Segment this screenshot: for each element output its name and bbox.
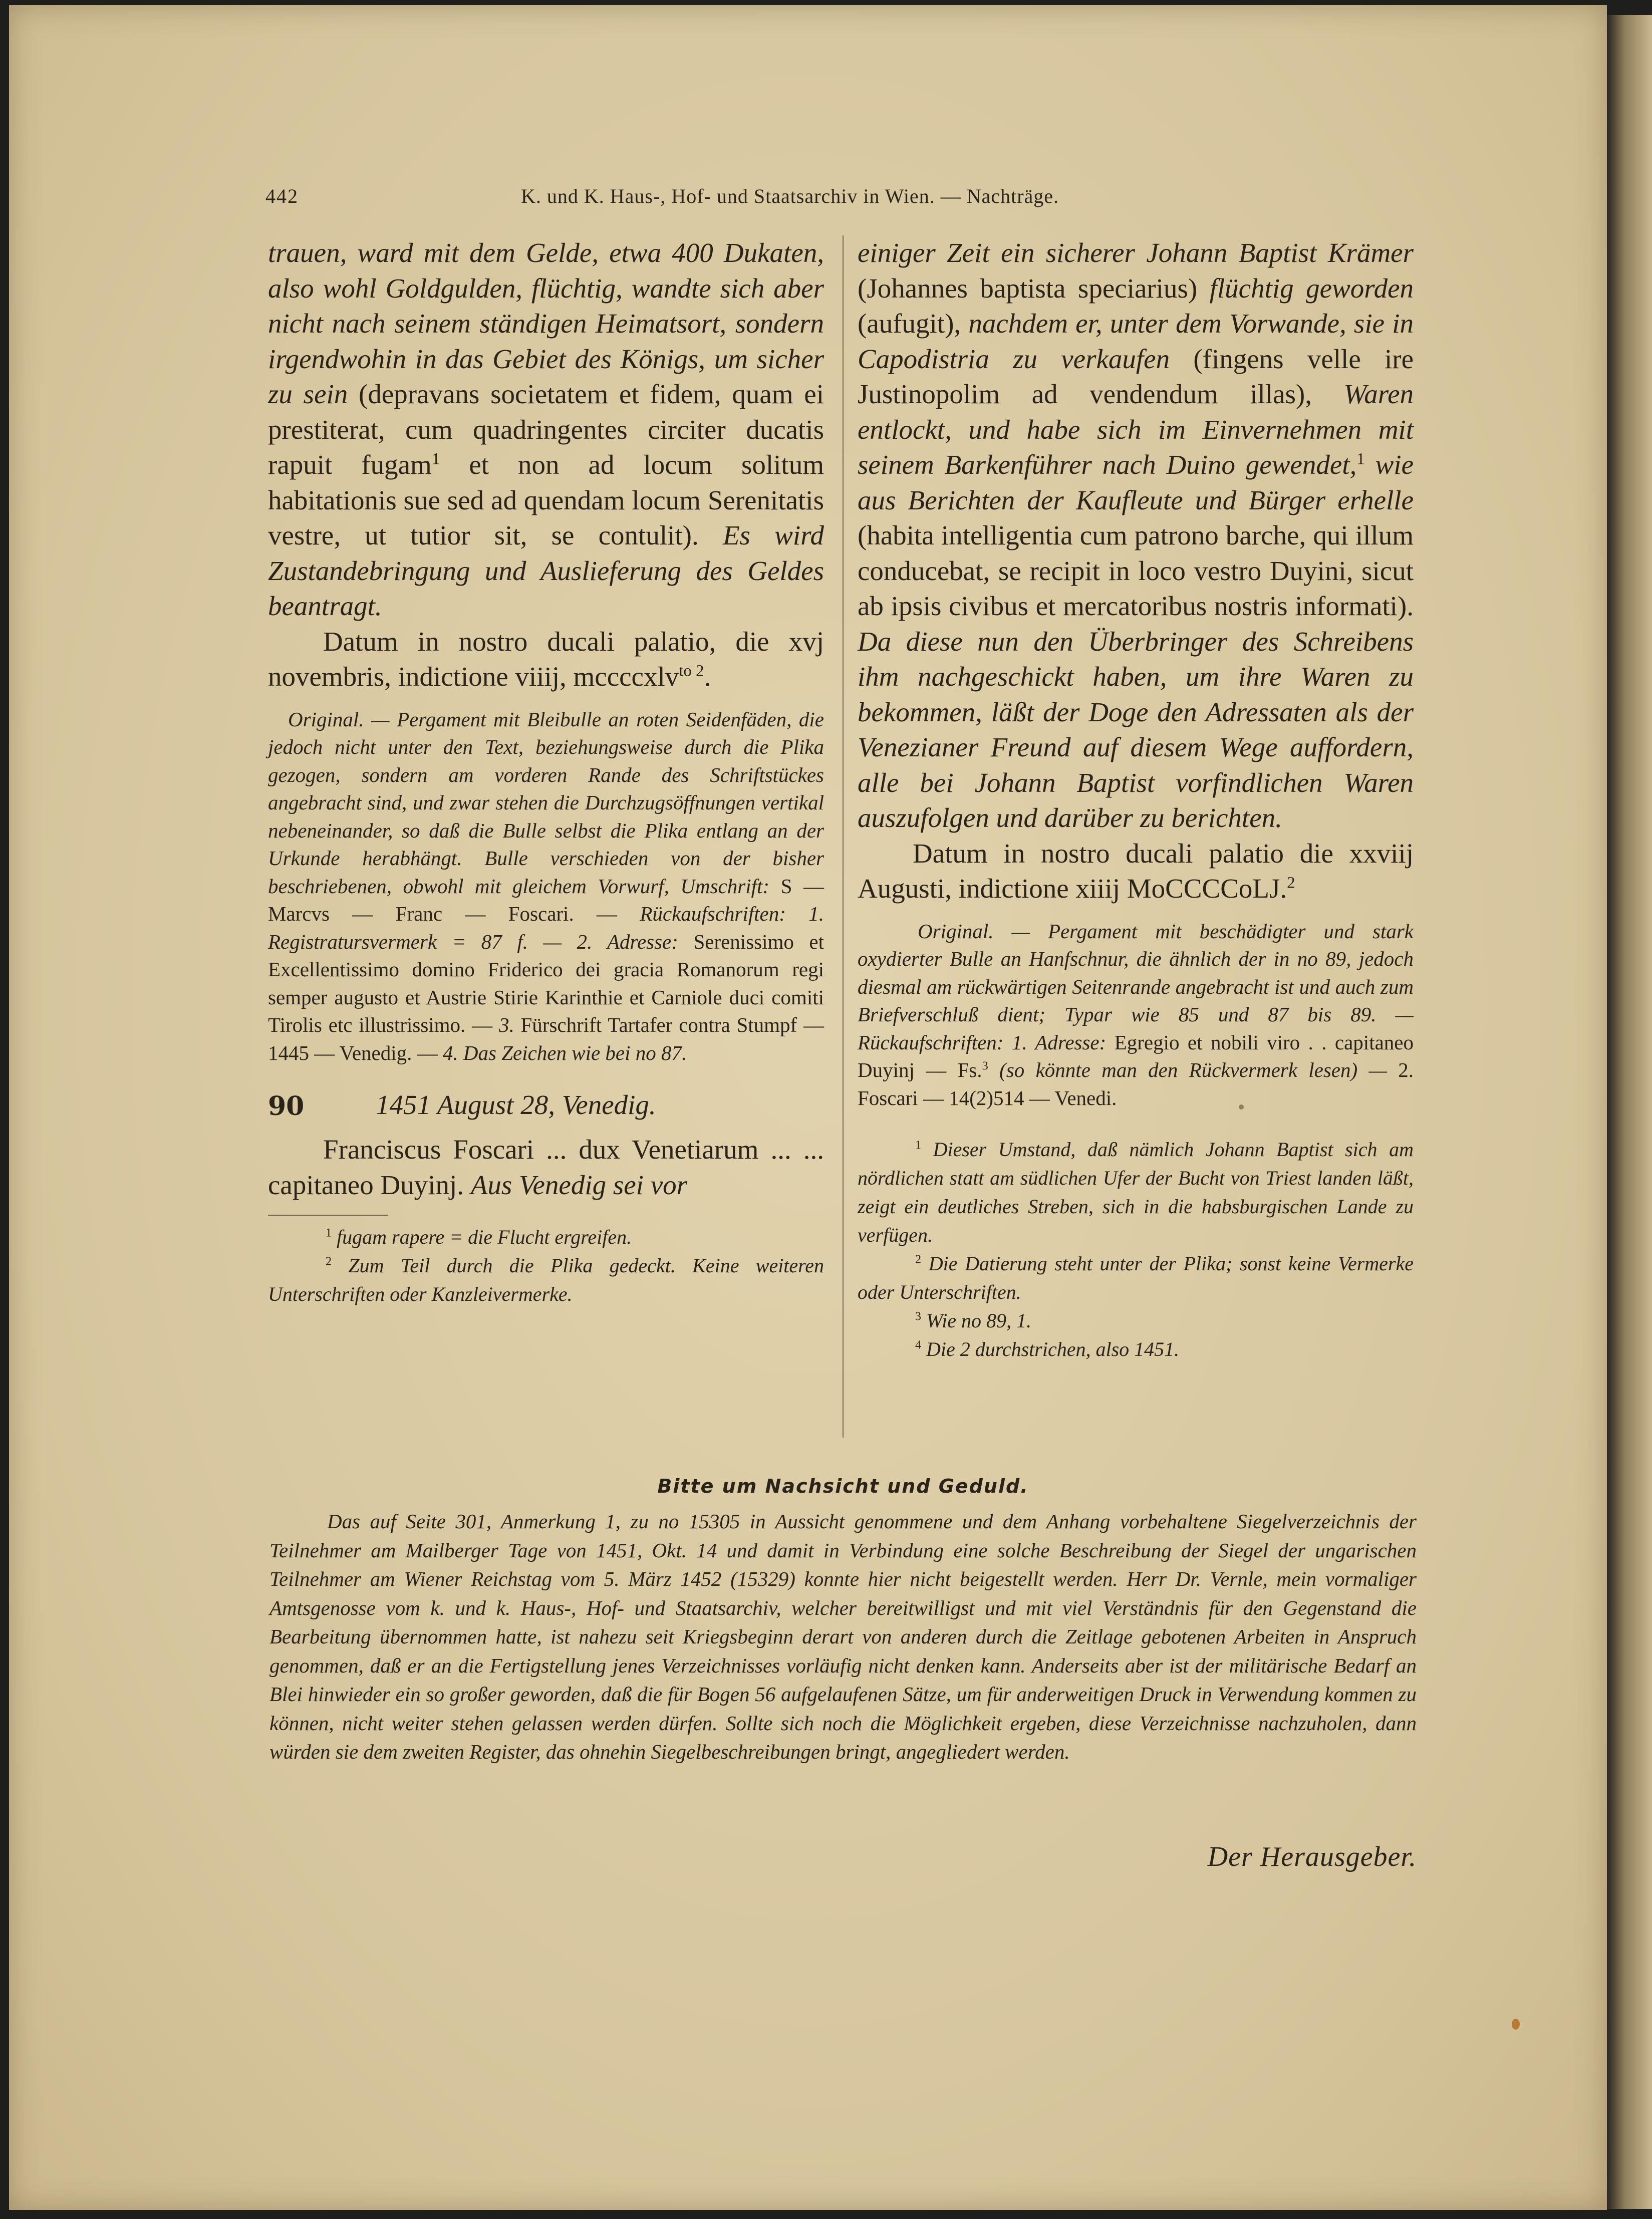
notice-section	[269, 1475, 1417, 1872]
doc-heading	[268, 1087, 824, 1132]
left-p1-italic-2: Es wird Zustandebringung und Auslieferung des Geldes beantragt.	[268, 520, 824, 621]
left-datum-end: .	[704, 661, 711, 692]
fn-text: Die Datierung steht unter der Plika; sonst keine Vermerke oder Unterschriften.	[858, 1252, 1414, 1303]
left-orig-it2: Rückaufschriften: 1. Registratursvermerk = 87 f. — 2. Adresse:	[268, 902, 824, 953]
fn-text: fugam rapere = die Flucht ergreifen.	[337, 1226, 632, 1248]
document-number: 90	[268, 1091, 305, 1122]
footnote-ref-1: 1	[1356, 450, 1365, 468]
doc90-italic: Aus Venedig sei vor	[470, 1169, 688, 1200]
fn-num: 1	[915, 1139, 921, 1152]
left-orig-it4: 4. Das Zeichen wie bei no 87.	[442, 1041, 687, 1064]
page-header	[265, 184, 1428, 214]
right-paragraph-1	[858, 235, 1414, 836]
right-p1-r1: (Johannes baptista speciarius)	[858, 272, 1210, 304]
left-orig-r1: S — Marcvs — Franc — Foscari. —	[268, 874, 824, 925]
fn-text: Zum Teil durch die Plika gedeckt. Keine weiteren Unterschriften oder Kanzleivermerke.	[268, 1254, 824, 1305]
right-p1-it5: wie aus Berichten der Kaufleute und Bürger erhelle	[858, 449, 1414, 515]
right-datum-text: Datum in nostro ducali palatio die xxviij Augusti, indictione xiiij MoCCCCoLJ.	[858, 838, 1414, 904]
fn-num: 2	[326, 1255, 332, 1268]
notice-body: Das auf Seite 301, Anmerkung 1, zu no 15305 in Aussicht genommene und dem Anhang vorbehaltene Siegelverzeichnis der Teilnehmer am Mailberger Tage von 1451, Okt. 14 und damit in Verbindung eine solche Beschreibung der Siegel der ungarischen Teilnehmer am Wiener Reichstag vom 5. März 1452 (15329) konnte hier nicht beigestellt werden. Herr Dr. Vernle, mein vormaliger Amtsgenosse vom k. und k. Haus-, Hof- und Staatsarchiv, welcher bereitwilligst und mit viel Verständnis für den Gegenstand die Bearbeitung übernommen hatte, ist nahezu seit Kriegsbeginn derart von anderen durch die Zeitlage gebotenen Arbeiten in Anspruch genommen, daß er an die Fertigstellung jenes Verzeichnisses vorläufig nicht denken kann. Anderseits aber ist der militärische Bedarf an Blei hinwieder ein so großer geworden, daß die für Bogen 56 aufgelaufenen Sätze, um für anderweitigen Druck in Verwendung kommen zu können, nicht weiter stehen gelassen werden dürfen. Sollte sich noch die Möglichkeit ergeben, diese Verzeichnisse nachzuholen, dann würden sie dem zweiten Register, das ohnehin Siegelbeschreibungen bringt, angegliedert werden.	[269, 1510, 1417, 1763]
fn-num: 1	[326, 1226, 332, 1240]
left-orig-r3: Fürschrift Tartafer contra Stumpf — 1445 — Venedig. —	[268, 1013, 824, 1064]
left-footnote-1	[268, 1223, 824, 1251]
left-orig-it1: Original. — Pergament mit Bleibulle an roten Seidenfäden, die jedoch nicht unter den Text, beziehungsweise durch die Plika gezogen, sondern am vorderen Rande des Schriftstückes angebracht sind, und zwar stehen die Durchzugsöffnungen vertikal nebeneinander, so daß die Bulle selbst die Plika entlang an der Urkunde herabhängt. Bulle verschieden von der bisher beschriebenen, obwohl mit gleichem Vorwurf, Umschrift:	[268, 707, 824, 898]
right-original-note	[858, 918, 1414, 1113]
right-orig-it1: Original. — Pergament mit beschädigter und stark oxydierter Bulle an Hanfschnur, die ähnlich der in no 89, jedoch diesmal am rückwärtigen Seitenrande angebracht ist und auch zum Briefverschluß dient; Typar wie 85 und 87 bis 89. — Rückaufschriften: 1. Adresse:	[858, 919, 1414, 1054]
left-orig-it3: 3.	[498, 1013, 514, 1036]
left-datum	[268, 624, 824, 695]
footnote-rule	[268, 1215, 388, 1216]
notice-title: Bitte um Nachsicht und Geduld.	[657, 1475, 1029, 1497]
right-footnote-2	[858, 1249, 1414, 1306]
fn-text: Dieser Umstand, daß nämlich Johann Baptist sich am nördlichen statt am südlichen Ufer der Bucht von Triest landen läßt, zeigt ein deutliches Streben, sich in die habsburgischen Lande zu verfügen.	[858, 1138, 1414, 1246]
page-edge	[1607, 15, 1652, 2209]
doc90-latin: Franciscus Foscari ... dux Venetiarum ... ... capitaneo Duyinj.	[268, 1134, 824, 1200]
left-datum-sup: to 2	[679, 662, 704, 680]
left-footnote-2	[268, 1251, 824, 1308]
right-footnote-1	[858, 1135, 1414, 1249]
right-footnote-3	[858, 1306, 1414, 1335]
left-p1-latin: (depravans societatem et fidem, quam ei prestiterat, cum quadringentes circiter ducatis rapuit fugam	[268, 379, 824, 480]
fn-num: 3	[915, 1310, 921, 1323]
fn-num: 2	[915, 1253, 921, 1266]
right-p1-it4: Waren entlockt, und habe sich im Einvernehmen mit seinem Barkenführer nach Duino gewendet,	[858, 379, 1414, 480]
right-footnote-4	[858, 1335, 1414, 1363]
right-p1-r2: (aufugit),	[858, 308, 969, 339]
fn-text: Wie no 89, 1.	[926, 1309, 1031, 1332]
right-orig-it2: (so könnte man den Rückvermerk lesen) —	[988, 1058, 1387, 1081]
left-datum-text: Datum in nostro ducali palatio, die xvj novembris, indictione viiij, mccccxlv	[268, 626, 824, 692]
left-original-note	[268, 706, 824, 1067]
right-p1-it3: nachdem er, unter dem Vorwande, sie in Capodistria zu verkaufen	[858, 308, 1414, 374]
left-p1-latin-2: et non ad locum solitum habitationis sue sed ad quendam locum Serenitatis vestre, ut tutior sit, se contulit).	[268, 449, 824, 550]
ink-stain	[1512, 2019, 1520, 2030]
right-p1-it2: flüchtig geworden	[1209, 272, 1414, 304]
footnote-ref-1: 1	[431, 450, 440, 468]
right-datum	[858, 836, 1414, 907]
left-orig-r2: Serenissimo et Excellentissimo domino Friderico dei gracia Romanorum regi semper augusto et Austrie Stirie Karinthie et Carniole duci comiti Tirolis etc illustrissimo. —	[268, 930, 824, 1036]
doc90-paragraph	[268, 1132, 824, 1203]
left-column	[268, 235, 824, 1308]
page-number: 442	[265, 185, 299, 207]
fn-text: Die 2 durchstrichen, also 1451.	[926, 1338, 1180, 1360]
right-p1-r3: (fingens velle ire Justinopolim ad vendendum illas),	[858, 343, 1414, 409]
column-divider	[843, 235, 844, 1438]
running-title: K. und K. Haus-, Hof- und Staatsarchiv in Wien. — Nachträge.	[521, 185, 1059, 207]
left-paragraph-1	[268, 235, 824, 624]
right-column	[858, 235, 1414, 1363]
right-p1-it1: einiger Zeit ein sicherer Johann Baptist Krämer	[858, 237, 1414, 268]
right-p1-r4: (habita intelligentia cum patrono barche, qui illum conducebat, se recipit in loco vestro Duyini, sicut ab ipsis civibus et mercatoribus nostris informati).	[858, 520, 1414, 621]
fn-num: 4	[915, 1338, 921, 1352]
right-datum-sup: 2	[1287, 874, 1295, 892]
left-p1-italic: trauen, ward mit dem Gelde, etwa 400 Dukaten, also wohl Goldgulden, flüchtig, wandte sich aber nicht nach seinem ständigen Heimatsort, sondern irgendwohin in das Gebiet des Königs, um sicher zu sein	[268, 237, 824, 409]
right-orig-sup: 3	[982, 1059, 988, 1073]
editor-signature: Der Herausgeber.	[1207, 1841, 1417, 1872]
right-orig-r2: 2. Foscari — 14(2)514 — Venedi.	[858, 1058, 1414, 1110]
document-date: 1451 August 28, Venedig.	[376, 1089, 656, 1120]
right-p1-it6: Da diese nun den Überbringer des Schreibens ihm nachgeschickt haben, um ihre Waren zu bekommen, läßt der Doge den Adressaten als der Venezianer Freund auf diesem Wege auffordern, alle bei Johann Baptist vorfindlichen Waren auszufolgen und darüber zu berichten.	[858, 626, 1414, 833]
right-orig-r1: Egregio et nobili viro . . capitaneo Duyinj — Fs.	[858, 1030, 1414, 1081]
